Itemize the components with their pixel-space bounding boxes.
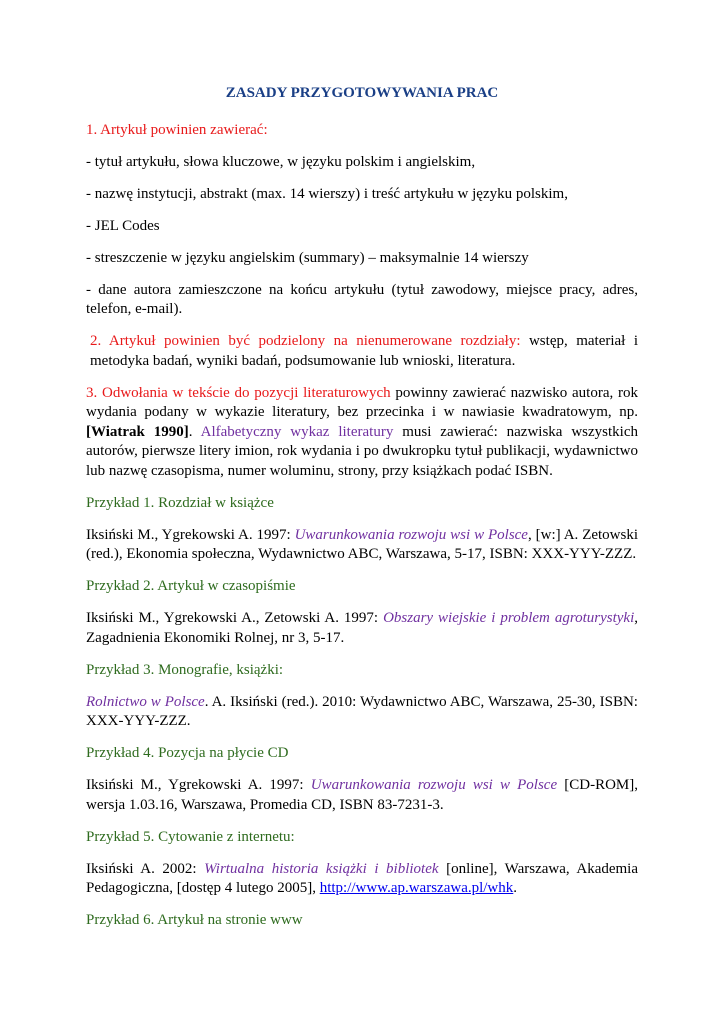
reference-details: . A. Iksiński (red.). 2010: Wydawnictwo ABC, Warszawa, 25-30, ISBN: XXX-YYY-ZZZ. — [86, 693, 638, 729]
section-3-text: . — [188, 423, 201, 440]
document-page — [86, 84, 638, 943]
example-reference — [86, 860, 638, 899]
example-reference — [86, 693, 638, 732]
reference-title: Wirtualna historia książki i bibliotek — [204, 860, 439, 877]
example-heading: Przykład 1. Rozdział w książce — [86, 494, 274, 511]
reference-link[interactable]: http://www.ap.warszawa.pl/whk — [319, 880, 514, 896]
example-heading: Przykład 2. Artykuł w czasopiśmie — [86, 578, 296, 594]
section-1-item: - dane autora zamieszczone na końcu artykułu (tytuł zawodowy, miejsce pracy, adres, telefon, e-mail). — [86, 281, 638, 317]
example-reference — [86, 526, 638, 565]
reference-title: Uwarunkowania rozwoju wsi w Polsce — [294, 526, 528, 543]
section-2-text: wstęp, materiał i metodyka badań, wyniki badań, podsumowanie lub wnioski, literatura. — [90, 333, 638, 369]
example-reference — [86, 776, 638, 815]
section-3-paragraph — [86, 384, 638, 482]
reference-authors: Iksiński M., Ygrekowski A. 1997: — [86, 777, 311, 793]
reference-authors: Iksiński M., Ygrekowski A., Zetowski A. 1997: — [86, 610, 384, 626]
reference-title: Obszary wiejskie i problem agroturystyki — [383, 610, 635, 626]
section-1-item: - JEL Codes — [86, 217, 160, 234]
example-heading: Przykład 4. Pozycja na płycie CD — [86, 745, 289, 761]
example-heading: Przykład 3. Monografie, książki: — [86, 661, 284, 678]
reference-details: . — [513, 880, 518, 896]
example-reference — [86, 609, 638, 648]
reference-authors: Iksiński M., Ygrekowski A. 1997: — [86, 526, 295, 543]
section-2-lead: 2. Artykuł powinien być podzielony na nienumerowane rozdziały: — [90, 333, 521, 349]
section-3-text: musi zawierać: nazwiska wszystkich autorów, pierwsze litery imion, rok wydania i po dwukropku tytuł publikacji, wydawnictwo lub nazwę czasopisma, numer woluminu, strony, przy książkach podać ISBN. — [86, 423, 638, 479]
section-1-item: - nazwę instytucji, abstrakt (max. 14 wierszy) i treść artykułu w języku polskim, — [86, 185, 568, 202]
section-3-lead: 3. Odwołania w tekście do pozycji literaturowych — [86, 384, 391, 401]
reference-details: , Zagadnienia Ekonomiki Rolnej, nr 3, 5-17. — [86, 610, 638, 646]
section-1-item: - streszczenie w języku angielskim (summary) – maksymalnie 14 wierszy — [86, 249, 529, 266]
reference-title: Uwarunkowania rozwoju wsi w Polsce — [310, 777, 558, 793]
section-1-item: - tytuł artykułu, słowa kluczowe, w języku polskim i angielskim, — [86, 153, 476, 170]
reference-authors: Iksiński A. 2002: — [86, 860, 205, 877]
example-heading: Przykład 5. Cytowanie z internetu: — [86, 828, 295, 845]
reference-details: , [w:] A. Zetowski (red.), Ekonomia społeczna, Wydawnictwo ABC, Warszawa, 5-17, ISBN: XXX-YYY-ZZZ. — [86, 526, 639, 562]
bibliography-label: Alfabetyczny wykaz literatury — [200, 423, 394, 440]
section-3-text: powinny zawierać nazwisko autora, rok wydania podany w wykazie literatury, bez przecinka i w nawiasie kwadratowym, np. — [86, 384, 638, 420]
document-title: ZASADY PRZYGOTOWYWANIA PRAC — [225, 85, 499, 101]
section-2-paragraph — [86, 332, 638, 371]
citation-example: [Wiatrak 1990] — [86, 423, 189, 440]
reference-title: Rolnictwo w Polsce — [86, 693, 205, 710]
section-1-heading: 1. Artykuł powinien zawierać: — [86, 121, 268, 138]
example-heading: Przykład 6. Artykuł na stronie www — [86, 912, 303, 928]
reference-details: [CD-ROM], wersja 1.03.16, Warszawa, Promedia CD, ISBN 83-7231-3. — [86, 777, 639, 813]
reference-details: [online], Warszawa, Akademia Pedagogiczna, [dostęp 4 lutego 2005], — [86, 860, 639, 896]
